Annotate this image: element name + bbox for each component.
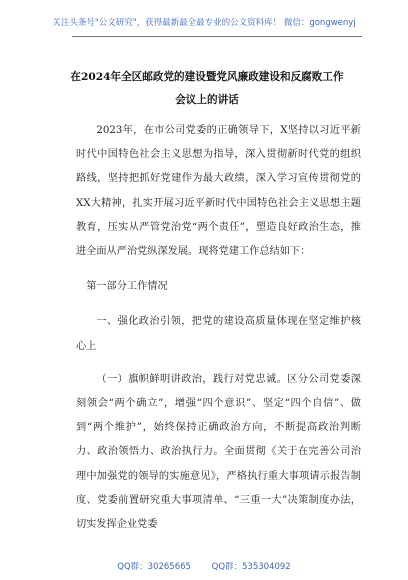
document-title: [52, 66, 362, 112]
subsection-heading: 一、强化政治引领，把党的建设高质量体现在坚定维护核心上: [76, 316, 361, 352]
item-paragraph: （一）旗帜鲜明讲政治，践行对党忠诚。区分公司党委深刻领会“两个确立”，增强“四个意识”、坚定“四个自信”、做到“两个维护”，始终保持正确政治方向，不断提高政治判断力、政治领悟力、政治执行力。全面贯彻《关于在完善公司治理中加强党的领导的实施意见》，严格执行重大事项请示报告制度、党委前置研究重大事项清单、“三重一大”决策制度办法，切实发挥企业党委: [76, 373, 361, 531]
section-heading: 第一部分工作情况: [86, 281, 168, 293]
title-line-1: 在2024年全区邮政党的建设暨党风廉政建设和反腐败工作: [70, 71, 344, 83]
document-body: [76, 119, 361, 537]
header-divider: [72, 36, 362, 37]
footer-qq-group-1: QQ群：30265665: [117, 562, 191, 572]
promo-banner: 关注头条号"公文研究"，获得最新最全最专业的公文资料库！ 微信：gongwenyj: [52, 18, 356, 28]
footer-contact: [0, 561, 408, 573]
title-line-2: 会议上的讲话: [175, 94, 239, 106]
footer-qq-group-2: QQ群：535304092: [211, 562, 291, 572]
intro-paragraph: 2023年，在市公司党委的正确领导下，X坚持以习近平新时代中国特色社会主义思想为指导，深入贯彻新时代党的组织路线，坚持把抓好党建作为最大政绩，深入学习宣传贯彻党的XX大精神，扎实开展习近平新时代中国特色社会主义思想主题教育，压实从严管党治党“两个责任”，塑造良好政治生态，推进全面从严治党纵深发展。现将党建工作总结如下：: [76, 125, 361, 258]
